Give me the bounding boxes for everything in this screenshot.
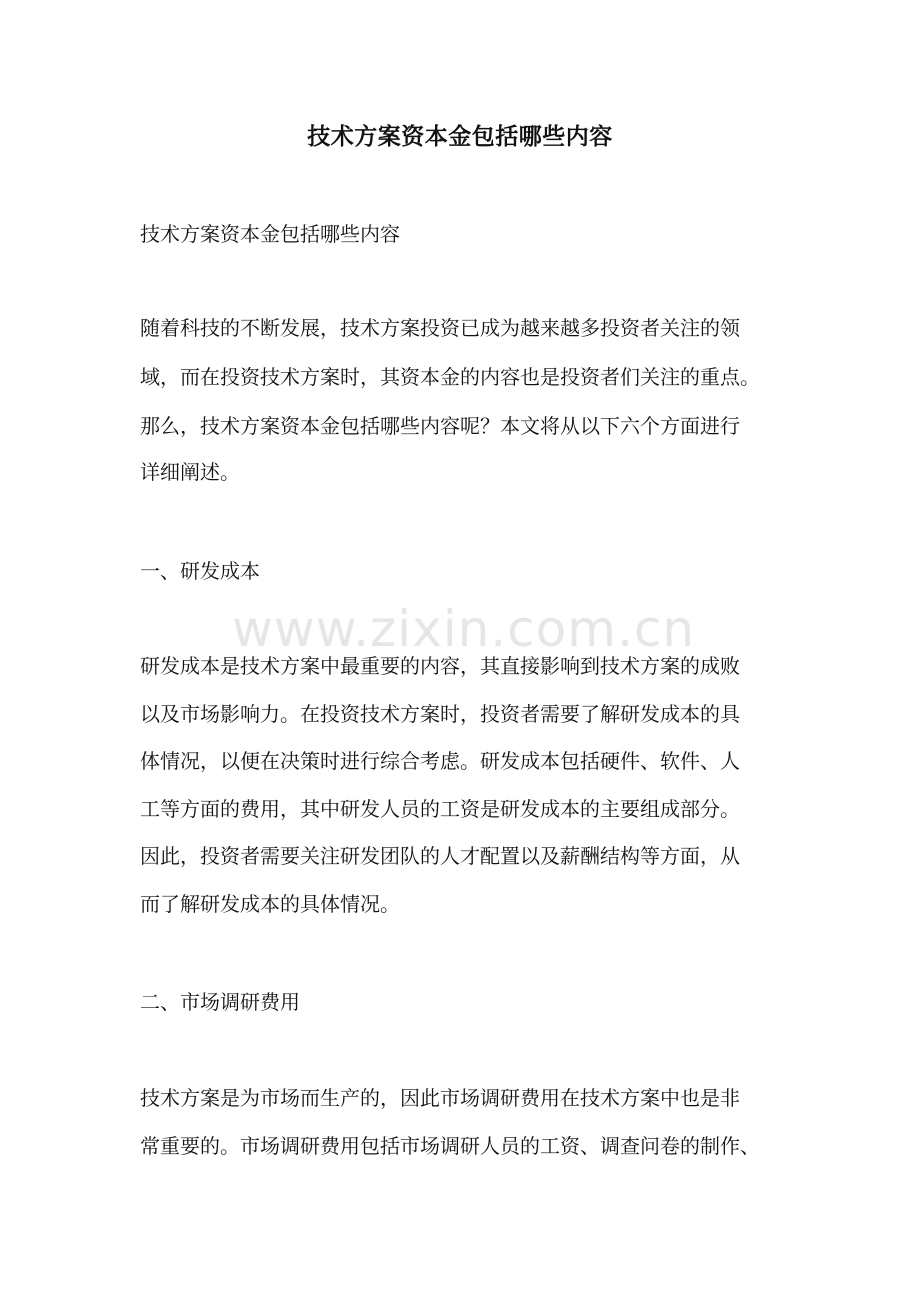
intro-line: 随着科技的不断发展，技术方案投资已成为越来越多投资者关注的领 <box>140 316 740 340</box>
section1-line: 而了解研发成本的具体情况。 <box>140 892 400 916</box>
section1-line: 因此，投资者需要关注研发团队的人才配置以及薪酬结构等方面，从 <box>140 844 740 868</box>
section1-line: 体情况，以便在决策时进行综合考虑。研发成本包括硬件、软件、人 <box>140 749 740 773</box>
document-title: 技术方案资本金包括哪些内容 <box>307 123 613 150</box>
intro-line: 那么，技术方案资本金包括哪些内容呢？本文将从以下六个方面进行 <box>140 414 740 438</box>
section2-line: 技术方案是为市场而生产的，因此市场调研费用在技术方案中也是非 <box>140 1086 740 1110</box>
section1-line: 以及市场影响力。在投资技术方案时，投资者需要了解研发成本的具 <box>140 702 740 726</box>
section1-line: 研发成本是技术方案中最重要的内容，其直接影响到技术方案的成败 <box>140 654 740 678</box>
watermark: www.zixin.com.cn <box>232 600 696 658</box>
section2-line: 常重要的。市场调研费用包括市场调研人员的工资、调查问卷的制作、 <box>140 1134 760 1158</box>
document-subtitle: 技术方案资本金包括哪些内容 <box>140 222 400 246</box>
section-heading-market-research: 二、市场调研费用 <box>140 990 300 1014</box>
section-heading-rd-cost: 一、研发成本 <box>140 559 260 583</box>
intro-line: 详细阐述。 <box>140 460 240 484</box>
section1-line: 工等方面的费用，其中研发人员的工资是研发成本的主要组成部分。 <box>140 797 740 821</box>
intro-line: 域，而在投资技术方案时，其资本金的内容也是投资者们关注的重点。 <box>140 365 760 389</box>
